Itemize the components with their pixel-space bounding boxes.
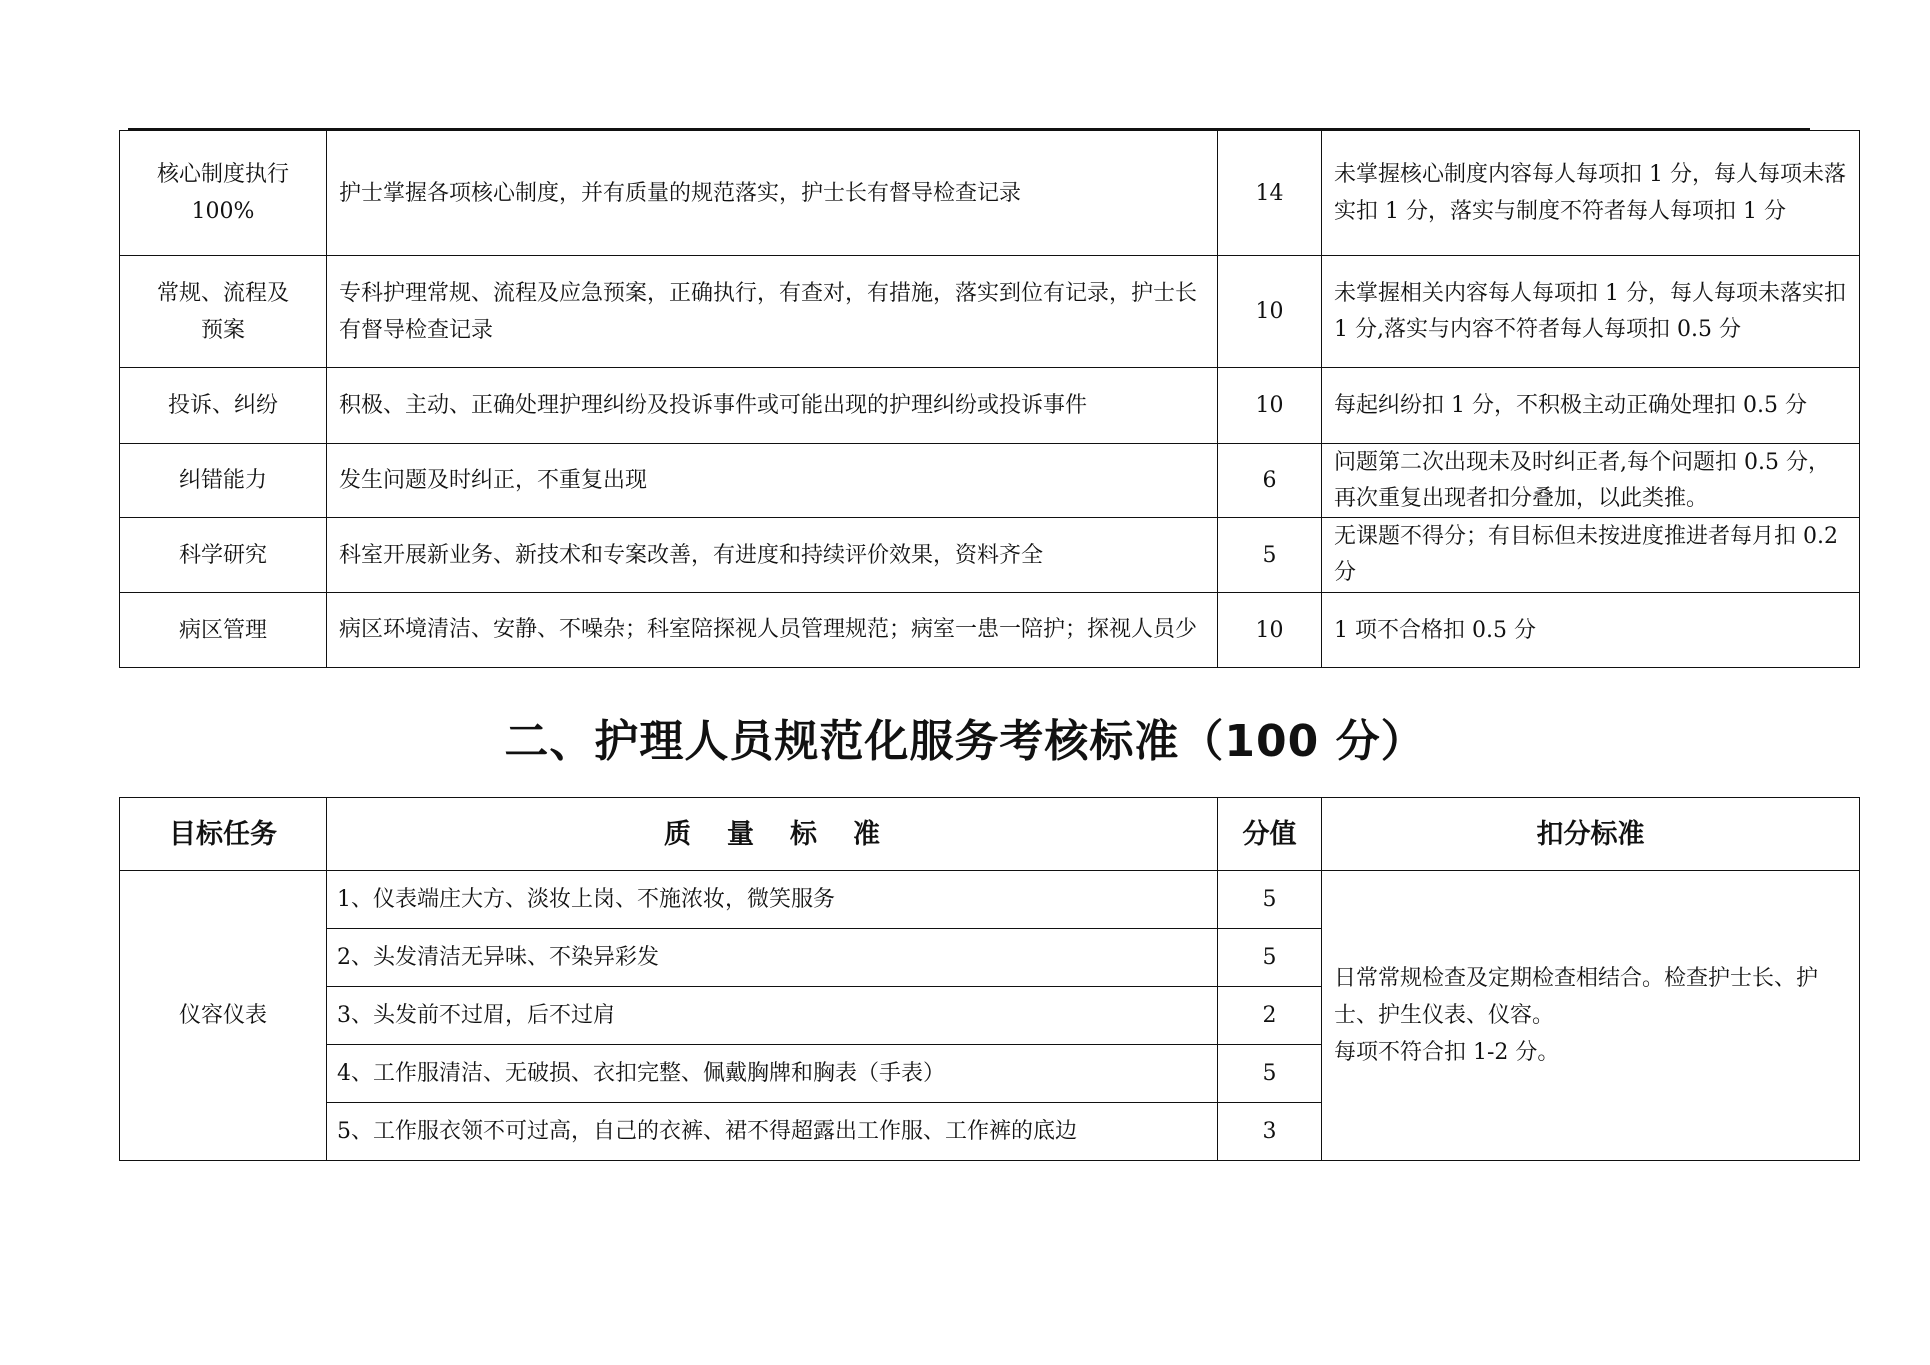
- header-score: 分值: [1218, 798, 1322, 871]
- standard-cell: 积极、主动、正确处理护理纠纷及投诉事件或可能出现的护理纠纷或投诉事件: [327, 368, 1218, 444]
- task-cell: 纠错能力: [120, 444, 327, 518]
- deduction-cell: 未掌握相关内容每人每项扣 1 分，每人每项未落实扣 1 分,落实与内容不符者每人每项扣 0.5 分: [1322, 256, 1860, 368]
- assessment-table-2: [119, 797, 1860, 1161]
- score-cell: 5: [1218, 871, 1322, 929]
- table-header-row: [120, 798, 1860, 871]
- score-cell: 5: [1218, 929, 1322, 987]
- task-cell: 病区管理: [120, 593, 327, 668]
- score-cell: 5: [1218, 1045, 1322, 1103]
- deduction-cell: 问题第二次出现未及时纠正者,每个问题扣 0.5 分，再次重复出现者扣分叠加，以此类推。: [1322, 444, 1860, 518]
- task-cell: 科学研究: [120, 518, 327, 593]
- task-cell: 投诉、纠纷: [120, 368, 327, 444]
- score-cell: 5: [1218, 518, 1322, 593]
- table-row: [120, 593, 1860, 668]
- standard-cell: 3、头发前不过眉，后不过肩: [327, 987, 1218, 1045]
- deduction-cell: 1 项不合格扣 0.5 分: [1322, 593, 1860, 668]
- score-cell: 10: [1218, 593, 1322, 668]
- table-row: [120, 131, 1860, 256]
- deduction-cell: 未掌握核心制度内容每人每项扣 1 分，每人每项未落实扣 1 分，落实与制度不符者每人每项扣 1 分: [1322, 131, 1860, 256]
- deduction-line: 每项不符合扣 1-2 分。: [1334, 1040, 1560, 1065]
- standard-cell: 1、仪表端庄大方、淡妆上岗、不施浓妆，微笑服务: [327, 871, 1218, 929]
- task-label: 预案: [200, 317, 245, 343]
- score-cell: 10: [1218, 368, 1322, 444]
- header-deduction: 扣分标准: [1322, 798, 1860, 871]
- deduction-cell: 每起纠纷扣 1 分，不积极主动正确处理扣 0.5 分: [1322, 368, 1860, 444]
- table-row: [120, 444, 1860, 518]
- task-label: 核心制度执行: [156, 162, 289, 187]
- table-row: [120, 256, 1860, 368]
- header-standard: 质量标准: [327, 798, 1218, 871]
- table-row: [120, 368, 1860, 444]
- task-label: 100%: [191, 199, 255, 224]
- standard-cell: 病区环境清洁、安静、不噪杂；科室陪探视人员管理规范；病室一患一陪护；探视人员少: [327, 593, 1218, 668]
- standard-cell: 5、工作服衣领不可过高，自己的衣裤、裙不得超露出工作服、工作裤的底边: [327, 1103, 1218, 1161]
- table-row: [120, 871, 1860, 929]
- task-cell: [120, 131, 327, 256]
- task-label: 常规、流程及: [156, 280, 289, 306]
- deduction-cell: [1322, 871, 1860, 1161]
- standard-cell: 科室开展新业务、新技术和专案改善，有进度和持续评价效果，资料齐全: [327, 518, 1218, 593]
- table-row: [120, 518, 1860, 593]
- header-task: 目标任务: [120, 798, 327, 871]
- assessment-table-1: [119, 130, 1860, 668]
- score-cell: 10: [1218, 256, 1322, 368]
- standard-cell: 专科护理常规、流程及应急预案，正确执行，有查对，有措施，落实到位有记录，护士长有督导检查记录: [327, 256, 1218, 368]
- standard-cell: 护士掌握各项核心制度，并有质量的规范落实，护士长有督导检查记录: [327, 131, 1218, 256]
- standard-cell: 发生问题及时纠正，不重复出现: [327, 444, 1218, 518]
- deduction-cell: 无课题不得分；有目标但未按进度推进者每月扣 0.2 分: [1322, 518, 1860, 593]
- section-title: 二、护理人员规范化服务考核标准（100 分）: [504, 716, 1426, 767]
- score-cell: 6: [1218, 444, 1322, 518]
- standard-cell: 2、头发清洁无异味、不染异彩发: [327, 929, 1218, 987]
- score-cell: 2: [1218, 987, 1322, 1045]
- score-cell: 3: [1218, 1103, 1322, 1161]
- standard-cell: 4、工作服清洁、无破损、衣扣完整、佩戴胸牌和胸表（手表）: [327, 1045, 1218, 1103]
- task-cell: [120, 256, 327, 368]
- task-cell: 仪容仪表: [120, 871, 327, 1161]
- deduction-line: 日常常规检查及定期检查相结合。检查护士长、护士、护生仪表、仪容。: [1334, 966, 1819, 1028]
- score-cell: 14: [1218, 131, 1322, 256]
